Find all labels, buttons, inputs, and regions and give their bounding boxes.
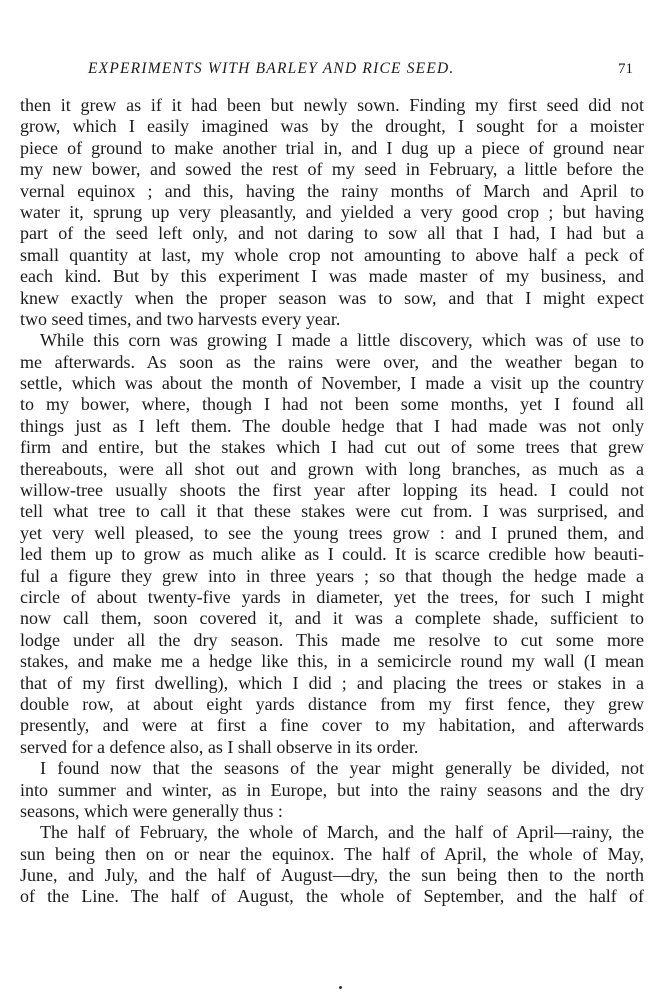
text-line: tell what tree to call it that these stakes were cut from. I was surprised, and bbox=[20, 501, 644, 522]
text-line: now call them, soon covered it, and it was a complete shade, sufficient to bbox=[20, 608, 644, 629]
page-number: 71 bbox=[618, 61, 633, 77]
text-line: seasons, which were generally thus : bbox=[20, 800, 283, 821]
text-line: each kind. But by this experiment I was made master of my business, and bbox=[20, 266, 644, 287]
text-line: While this corn was growing I made a little discovery, which was of use to bbox=[40, 330, 644, 351]
text-line: piece of ground to make another trial in, and I dug up a piece of ground near bbox=[20, 137, 644, 158]
text-line: my new bower, and sowed the rest of my seed in February, a little before the bbox=[20, 159, 644, 180]
text-line: yet very well pleased, to see the young trees grow : and I pruned them, and bbox=[20, 522, 644, 543]
text-line: lodge under all the dry season. This made me resolve to cut some more bbox=[20, 629, 644, 650]
text-line: small quantity at last, my whole crop not amounting to above half a peck of bbox=[20, 244, 644, 265]
text-line: presently, and were at first a fine cover to my habitation, and afterwards bbox=[20, 715, 644, 736]
text-line: circle of about twenty-five yards in diameter, yet the trees, for such I might bbox=[20, 586, 644, 607]
paragraph bbox=[20, 822, 644, 908]
text-line: of the Line. The half of August, the whole of September, and the half of bbox=[20, 886, 644, 907]
text-line: settle, which was about the month of November, I made a visit up the country bbox=[20, 373, 644, 394]
body-text bbox=[20, 95, 644, 908]
text-line: stakes, and make me a hedge like this, in a semicircle round my wall (I mean bbox=[20, 651, 644, 672]
text-line: led them up to grow as much alike as I could. It is scarce credible how beauti- bbox=[20, 544, 644, 565]
text-line: knew exactly when the proper season was to sow, and that I might expect bbox=[20, 287, 644, 308]
text-line: served for a defence also, as I shall observe in its order. bbox=[20, 736, 419, 757]
text-line: vernal equinox ; and this, having the rainy months of March and April to bbox=[20, 180, 644, 201]
text-line: two seed times, and two harvests every year. bbox=[20, 308, 341, 329]
text-line: The half of February, the whole of March, and the half of April—rainy, the bbox=[40, 822, 644, 843]
text-line: I found now that the seasons of the year might generally be divided, not bbox=[40, 758, 644, 779]
paragraph bbox=[20, 758, 644, 822]
text-line: part of the seed left only, and not daring to sow all that I had, I had but a bbox=[20, 223, 644, 244]
paragraph bbox=[20, 330, 644, 758]
text-line: ful a figure they grew into in three years ; so that though the hedge made a bbox=[20, 565, 644, 586]
text-line: into summer and winter, as in Europe, but into the rainy seasons and the dry bbox=[20, 779, 644, 800]
text-line: that of my first dwelling), which I did ; and placing the trees or stakes in a bbox=[20, 672, 644, 693]
text-line: sun being then on or near the equinox. The half of April, the whole of May, bbox=[20, 843, 644, 864]
text-line: willow-tree usually shoots the first year after lopping its head. I could not bbox=[20, 480, 644, 501]
text-line: thereabouts, were all shot out and grown with long branches, as much as a bbox=[20, 458, 644, 479]
text-line: things just as I left them. The double hedge that I had made was not only bbox=[20, 415, 644, 436]
text-line: me afterwards. As soon as the rains were over, and the weather began to bbox=[20, 351, 644, 372]
text-line: firm and entire, but the stakes which I had cut out of some trees that grew bbox=[20, 437, 644, 458]
print-speck bbox=[339, 986, 342, 989]
paragraph bbox=[20, 95, 644, 330]
text-line: June, and July, and the half of August—dry, the sun being then to the north bbox=[20, 865, 644, 886]
running-header bbox=[0, 60, 667, 84]
text-line: to my bower, where, though I had not been some months, yet I found all bbox=[20, 394, 644, 415]
text-line: grow, which I easily imagined was by the drought, I sought for a moister bbox=[20, 116, 644, 137]
text-line: water it, sprung up very pleasantly, and yielded a very good crop ; but having bbox=[20, 201, 644, 222]
running-title: EXPERIMENTS WITH BARLEY AND RICE SEED. bbox=[88, 60, 455, 77]
text-line: then it grew as if it had been but newly sown. Finding my first seed did not bbox=[20, 95, 644, 115]
text-line: double row, at about eight yards distance from my first fence, they grew bbox=[20, 693, 644, 714]
